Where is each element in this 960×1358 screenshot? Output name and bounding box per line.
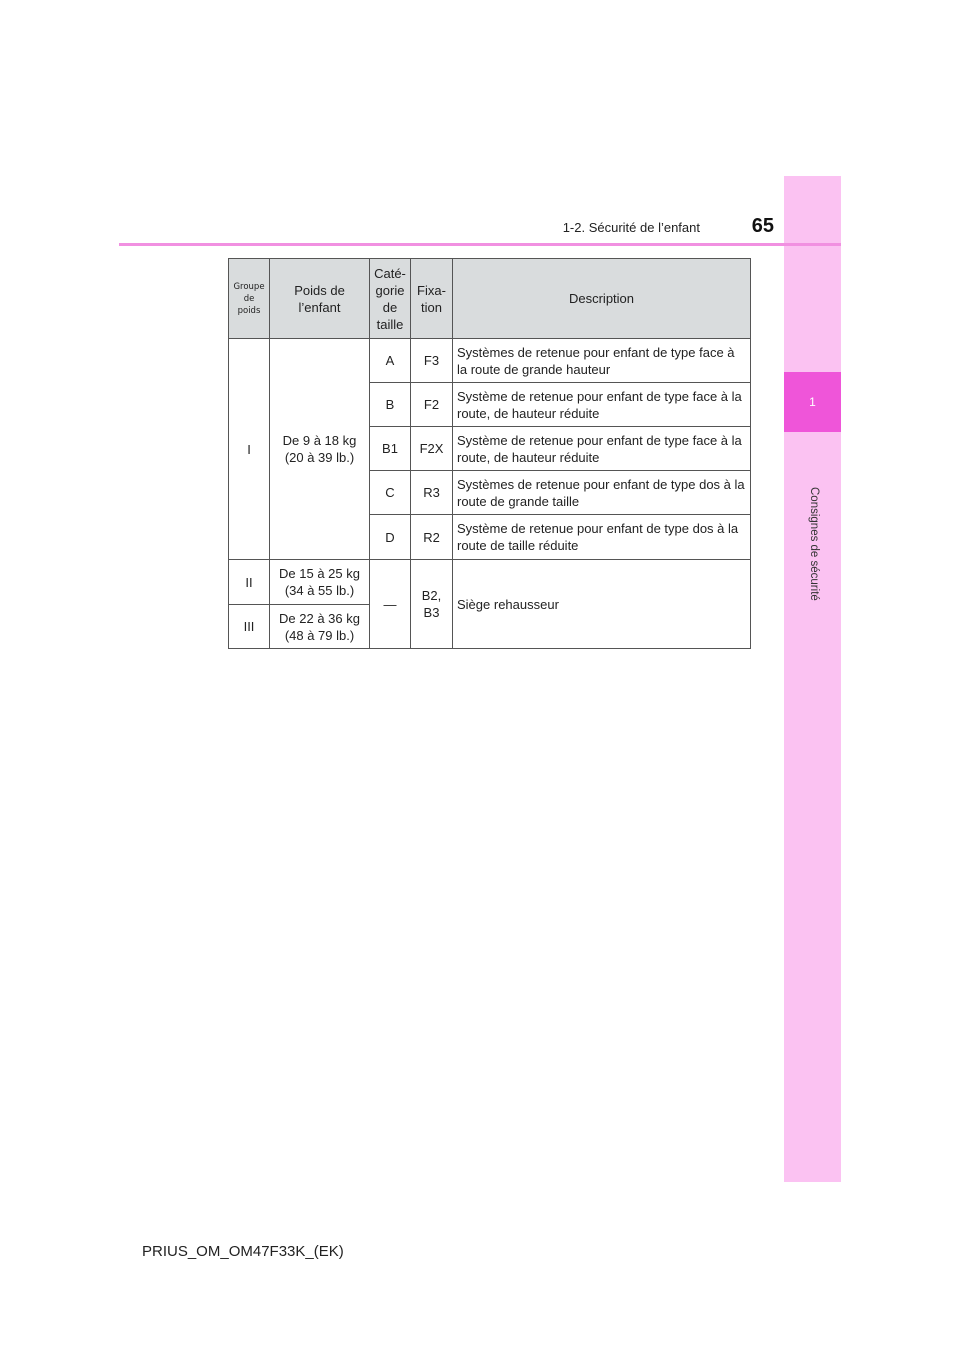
size-cell: A xyxy=(370,339,411,383)
header-size-category: Caté- gorie de taille xyxy=(370,259,411,339)
description-cell: Système de retenue pour enfant de type face à la route, de hauteur réduite xyxy=(453,383,751,427)
weight-cell: De 15 à 25 kg (34 à 55 lb.) xyxy=(270,560,370,605)
chapter-label: Consignes de sécurité xyxy=(808,487,820,601)
page-number: 65 xyxy=(751,215,774,237)
description-cell: Système de retenue pour enfant de type face à la route, de hauteur réduite xyxy=(453,427,751,471)
fixation-cell: F2X xyxy=(411,427,453,471)
weight-cell: De 9 à 18 kg (20 à 39 lb.) xyxy=(270,339,370,560)
table-header-row xyxy=(229,259,751,339)
group-cell: III xyxy=(229,605,270,649)
header-child-weight: Poids de l’enfant xyxy=(270,259,370,339)
group-cell: I xyxy=(229,339,270,560)
fixation-cell: F3 xyxy=(411,339,453,383)
description-cell: Système de retenue pour enfant de type dos à la route de taille réduite xyxy=(453,515,751,560)
header-description: Description xyxy=(453,259,751,339)
weight-cell: De 22 à 36 kg (48 à 79 lb.) xyxy=(270,605,370,649)
size-cell: B xyxy=(370,383,411,427)
fixation-cell: R3 xyxy=(411,471,453,515)
description-cell: Siège rehausseur xyxy=(453,560,751,649)
table-row xyxy=(229,339,751,383)
chapter-number-tab[interactable] xyxy=(784,372,841,432)
size-cell: C xyxy=(370,471,411,515)
header-fixation: Fixa- tion xyxy=(411,259,453,339)
document-code: PRIUS_OM_OM47F33K_(EK) xyxy=(142,1243,344,1260)
table-row xyxy=(229,560,751,605)
fixation-cell: B2, B3 xyxy=(411,560,453,649)
chapter-side-tab xyxy=(784,176,841,1182)
child-restraint-table xyxy=(228,258,751,649)
fixation-cell: R2 xyxy=(411,515,453,560)
section-title: 1-2. Sécurité de l’enfant xyxy=(562,220,700,235)
size-cell: B1 xyxy=(370,427,411,471)
description-cell: Systèmes de retenue pour enfant de type dos à la route de grande taille xyxy=(453,471,751,515)
group-cell: II xyxy=(229,560,270,605)
chapter-number: 1 xyxy=(809,395,816,409)
header-weight-group: Groupe de poids xyxy=(229,259,270,339)
fixation-cell: F2 xyxy=(411,383,453,427)
size-cell: D xyxy=(370,515,411,560)
size-cell: — xyxy=(370,560,411,649)
header-rule xyxy=(119,243,841,246)
description-cell: Systèmes de retenue pour enfant de type face à la route de grande hauteur xyxy=(453,339,751,383)
